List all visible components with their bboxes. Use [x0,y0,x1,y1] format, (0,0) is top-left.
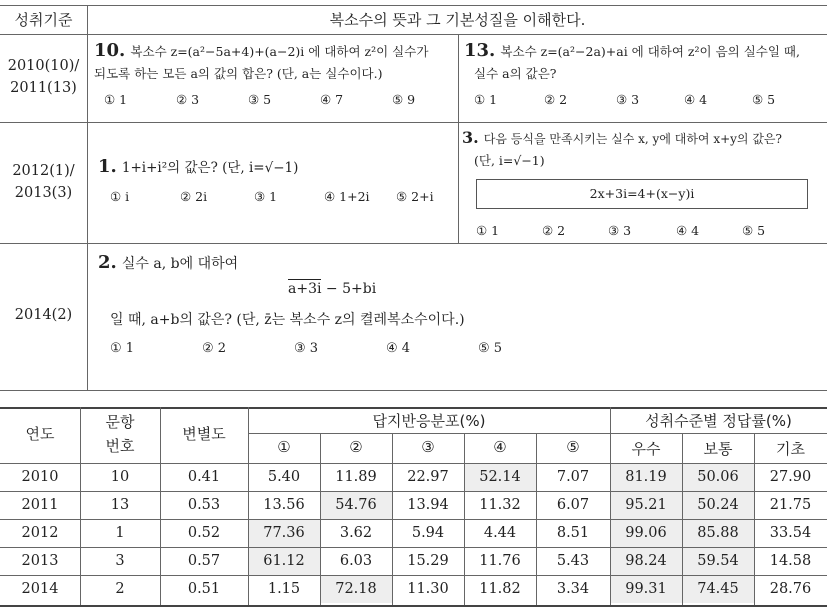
choice: ① 1 [104,92,128,107]
rule [0,34,827,35]
cell-option-1: 61.12 [263,553,305,569]
question-10 [94,40,454,107]
header-line: 번호 [105,437,135,455]
choice: ⑤ 5 [742,223,766,238]
choice: ① 1 [110,341,135,356]
header-option-5: ⑤ [566,438,580,456]
choice: ④ 4 [386,341,411,356]
cell-question-number: 13 [110,497,130,513]
year-label-line: 2013(3) [14,185,73,201]
rule [0,390,827,391]
question-number: 13. [464,40,496,61]
choice: ⑤ 5 [478,341,503,356]
question-text: 실수 a, b에 대하여 [121,256,239,272]
question-number: 3. [462,128,479,147]
cell-level-2: 59.54 [697,553,739,569]
question-13 [464,40,824,107]
cell-option-2: 11.89 [335,469,377,485]
choice: ② 3 [176,92,200,107]
formula-overline: a+3i [288,281,322,297]
cell-year: 2011 [21,497,59,513]
header-response-distribution: 답지반응분포(%) [372,412,486,430]
cell-option-3: 5.94 [411,525,445,541]
cell-option-4: 4.44 [483,525,517,541]
rule [0,243,827,244]
cell-option-3: 15.29 [407,553,449,569]
question-number: 10. [94,40,126,61]
cell-option-5: 7.07 [556,469,590,485]
question-text: 복소수 z=(a²−5a+4)+(a−2)i 에 대하여 z²이 실수가 [130,44,429,59]
cell-question-number: 10 [110,469,130,485]
choice-list [110,341,798,356]
header-line: 문항 [105,413,135,431]
cell-level-3: 21.75 [769,497,812,513]
rule [87,5,88,390]
choice: ① 1 [474,92,498,107]
cell-option-4: 11.82 [479,581,521,597]
question-text: 되도록 하는 모든 a의 값의 합은? (단, a는 실수이다.) [94,66,383,81]
cell-option-2: 3.62 [339,525,373,541]
choice: ③ 5 [248,92,272,107]
header-discrimination: 변별도 [182,425,226,443]
equation-box: 2x+3i=4+(x−y)i [476,179,808,209]
cell-option-2: 6.03 [339,553,373,569]
choice: ④ 4 [684,92,708,107]
cell-year: 2013 [21,553,59,569]
cell-level-2: 85.88 [697,525,739,541]
cell-option-5: 6.07 [556,497,590,513]
cell-discrimination: 0.51 [187,581,221,597]
question-1 [98,156,448,204]
cell-level-2: 50.24 [697,497,739,513]
cell-level-1: 98.24 [625,553,667,569]
choice: ③ 3 [616,92,640,107]
header-level-excellent: 우수 [631,440,661,458]
cell-discrimination: 0.53 [187,497,221,513]
year-label [0,160,87,204]
cell-option-3: 13.94 [407,497,449,513]
rule [0,605,827,607]
cell-option-3: 11.30 [407,581,449,597]
cell-question-number: 3 [115,553,125,569]
cell-year: 2014 [21,581,59,597]
choice: ③ 1 [254,189,278,204]
cell-level-1: 95.21 [625,497,667,513]
cell-option-4: 11.32 [479,497,521,513]
question-number: 2. [98,252,117,273]
header-level-basic: 기초 [776,440,805,458]
cell-option-1: 13.56 [263,497,305,513]
choice: ② 2 [544,92,568,107]
choice: ④ 4 [676,223,700,238]
cell-option-4: 52.14 [479,469,521,485]
cell-option-1: 77.36 [263,525,305,541]
cell-year: 2012 [21,525,59,541]
cell-question-number: 1 [115,525,125,541]
cell-level-1: 99.31 [625,581,667,597]
cell-discrimination: 0.41 [187,469,221,485]
choice-list [104,92,454,107]
rule [0,5,827,6]
choice: ② 2 [202,341,227,356]
question-text: 복소수 z=(a²−2a)+ai 에 대하여 z²이 음의 실수일 때, [500,44,800,59]
year-label [0,55,87,99]
cell-option-4: 11.76 [479,553,521,569]
question-text: (단, i=√−1) [474,153,545,168]
cell-level-3: 14.58 [769,553,812,569]
rule [248,433,827,434]
cell-level-2: 50.06 [697,469,739,485]
header-option-4: ④ [493,438,507,456]
cell-level-3: 33.54 [769,525,812,541]
cell-discrimination: 0.52 [187,525,221,541]
choice: ④ 1+2i [324,189,370,204]
cell-level-2: 74.45 [697,581,739,597]
choice: ① i [110,189,130,204]
choice: ① 1 [476,223,500,238]
choice: ③ 3 [294,341,319,356]
header-year: 연도 [25,425,55,443]
header-question-number [80,410,160,458]
question-text: 다음 등식을 만족시키는 실수 x, y에 대하여 x+y의 값은? [483,132,782,146]
cell-option-1: 5.40 [267,469,301,485]
choice: ③ 3 [608,223,632,238]
choice-list [476,223,822,238]
cell-level-3: 28.76 [769,581,812,597]
choice: ⑤ 2+i [396,189,434,204]
cell-option-2: 72.18 [335,581,377,597]
year-label-line: 2010(10)/ [7,58,80,74]
question-text: 일 때, a+b의 값은? (단, z̄는 복소수 z의 켤레복소수이다.) [110,312,465,328]
question-2 [98,252,798,356]
cell-option-3: 22.97 [407,469,449,485]
rule [0,407,827,409]
choice-list [110,189,448,204]
year-label: 2014(2) [14,307,73,323]
standard-label: 성취기준 [14,11,73,29]
year-label-line: 2011(13) [10,80,77,96]
cell-discrimination: 0.57 [187,553,221,569]
choice: ④ 7 [320,92,344,107]
cell-option-5: 8.51 [556,525,590,541]
choice-list [474,92,824,107]
cell-option-2: 54.76 [335,497,377,513]
cell-level-3: 27.90 [769,469,812,485]
choice: ② 2 [542,223,566,238]
cell-level-1: 81.19 [625,469,667,485]
question-text: 실수 a의 값은? [474,66,557,81]
header-achievement: 성취수준별 정답률(%) [645,412,792,430]
header-option-3: ③ [421,438,435,456]
choice: ② 2i [180,189,208,204]
question-number: 1. [98,156,117,177]
formula [288,281,798,297]
rule [458,34,459,243]
cell-option-5: 5.43 [556,553,590,569]
cell-year: 2010 [21,469,59,485]
cell-option-1: 1.15 [267,581,301,597]
choice: ⑤ 9 [392,92,416,107]
cell-level-1: 99.06 [625,525,667,541]
year-label-line: 2012(1)/ [12,163,75,179]
cell-option-5: 3.34 [556,581,590,597]
header-option-2: ② [349,438,363,456]
cell-question-number: 2 [115,581,125,597]
choice: ⑤ 5 [752,92,776,107]
formula-rest: − 5+bi [321,281,377,297]
question-3 [462,128,822,238]
question-text: 1+i+i²의 값은? (단, i=√−1) [121,160,299,176]
header-option-1: ① [277,438,291,456]
rule [0,122,827,123]
standard-title: 복소수의 뜻과 그 기본성질을 이해한다. [329,11,586,29]
header-level-average: 보통 [703,440,733,458]
